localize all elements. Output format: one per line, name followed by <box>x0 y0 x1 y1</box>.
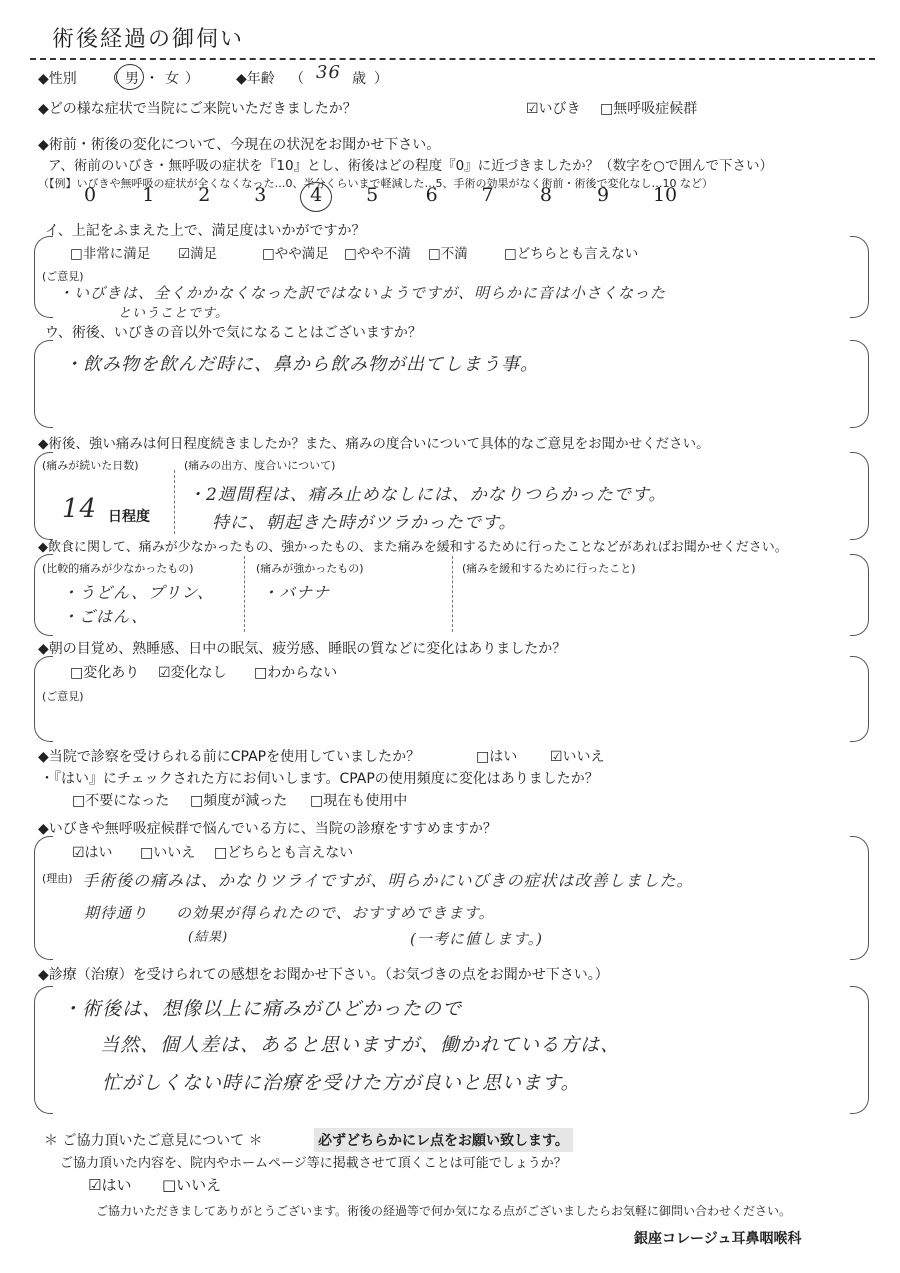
clinic-name: 銀座コレージュ耳鼻咽喉科 <box>634 1231 802 1247</box>
age-unit: 歳） <box>352 71 396 87</box>
scale-selected-circle <box>300 182 332 212</box>
food-col1-label: (比較的痛みが少なかったもの) <box>42 562 194 575</box>
satisfaction-option-2[interactable]: ☑満足 <box>178 246 218 262</box>
pain-days-unit: 日程度 <box>108 509 150 525</box>
cpap-option-1[interactable]: □不要になった <box>72 793 170 809</box>
sleep-opinion-label: (ご意見) <box>42 690 84 703</box>
cpap-yes-checkbox[interactable]: □はい <box>476 749 518 765</box>
satisfaction-question: イ、上記をふまえた上で、満足度はいかがですか？ <box>45 223 366 239</box>
satisfaction-option-3[interactable]: □やや満足 <box>262 246 329 262</box>
title-underline <box>30 58 875 60</box>
age-label: ◆年齢 <box>236 71 275 87</box>
food-col1-line1: ・うどん、プリン、 <box>62 583 215 602</box>
recommend-reason-line2a: 期待通り <box>84 904 149 922</box>
scale-number-10[interactable]: 10 <box>652 184 678 206</box>
pain-detail-label: (痛みの出方、度合いについて) <box>184 459 336 472</box>
cpap-question: ◆当院で診察を受けられる前にCPAPを使用していましたか？ <box>38 749 421 765</box>
food-col2-label: (痛みが強かったもの) <box>256 562 364 575</box>
other-bracket-left <box>34 340 53 428</box>
recommend-reason-label: (理由) <box>42 872 73 885</box>
recommend-reason-line2b: の効果が得られたので、おすすめできます。 <box>176 904 495 922</box>
sex-label: ◆性別 <box>38 71 77 87</box>
recommend-question: ◆いびきや無呼吸症候群で悩んでいる方に、当院の診療をすすめますか？ <box>38 821 497 837</box>
footer-thanks: ご協力いただきましてありがとうございます。術後の経過等で何か気になる点がございましたらお気軽に御問い合わせください。 <box>96 1204 792 1218</box>
pain-divider <box>174 470 175 534</box>
food-col1-line2: ・ごはん、 <box>62 607 148 626</box>
footer-note: ＊ ご協力頂いたご意見について ＊ <box>44 1133 263 1149</box>
impression-line2: 当然、個人差は、あると思いますが、働かれている方は、 <box>100 1034 621 1056</box>
pain-detail-line1: ・2週間程は、痛み止めなしには、かなりつらかったです。 <box>188 485 667 505</box>
food-col2-line1: ・バナナ <box>262 583 331 602</box>
scale-number-7[interactable]: 7 <box>481 184 494 206</box>
change-example: （【例】いびきや無呼吸の症状が全くなくなった…0、半分くらいまで軽減した…5、手術の効果がなく術前・術後で変化なし…10 など） <box>38 177 713 190</box>
scale-number-9[interactable]: 9 <box>596 184 610 206</box>
other-answer: ・飲み物を飲んだ時に、鼻から飲み物が出てしまう事。 <box>64 354 539 375</box>
footer-consent: ご協力頂いた内容を、院内やホームページ等に掲載させて頂くことは可能でしょうか？ <box>60 1156 567 1171</box>
food-divider-1 <box>244 556 245 632</box>
food-col3-label: (痛みを緩和するために行ったこと) <box>462 562 636 575</box>
satisfaction-option-1[interactable]: □非常に満足 <box>70 246 151 262</box>
scale-number-0[interactable]: 0 <box>83 184 97 206</box>
snoring-checkbox[interactable]: ☑いびき <box>526 101 581 117</box>
pain-detail-line2: 特に、朝起きた時がツラかったです。 <box>212 513 517 533</box>
sleep-option-2[interactable]: ☑変化なし <box>158 665 227 681</box>
cpap-no-checkbox[interactable]: ☑いいえ <box>550 749 605 765</box>
scale-number-8[interactable]: 8 <box>539 184 552 206</box>
other-question: ウ、術後、いびきの音以外で気になることはございますか？ <box>45 325 422 341</box>
age-open: （ <box>290 71 304 87</box>
recommend-option-1[interactable]: ☑はい <box>72 845 113 861</box>
food-question: ◆飲食に関して、痛みが少なかったもの、強かったもの、また痛みを緩和するために行ったことなどがあればお聞かせください。 <box>38 540 788 555</box>
recommend-option-3[interactable]: □どちらとも言えない <box>214 845 354 861</box>
scale-number-2[interactable]: 2 <box>198 184 211 206</box>
consent-no-checkbox[interactable]: □いいえ <box>162 1176 222 1194</box>
consent-yes-checkbox[interactable]: ☑はい <box>88 1176 132 1194</box>
pain-days-value: 14 <box>62 494 98 524</box>
cpap-option-2[interactable]: □頻度が減った <box>190 793 288 809</box>
pain-question: ◆術後、強い痛みは何日程度続きましたか？また、痛みの度合いについて具体的なご意見をお聞かせください。 <box>38 436 710 452</box>
impression-bracket-right <box>850 986 869 1114</box>
impression-line3: 忙がしくない時に治療を受けた方が良いと思います。 <box>102 1072 581 1094</box>
change-sub-a: ア、術前のいびき・無呼吸の症状を『10』とし、術後はどの程度『0』に近づきましたか？（数字を○で囲んで下さい） <box>48 158 773 174</box>
recommend-reason-line3b: (一考に値します。) <box>410 930 544 948</box>
symptom-question: ◆どの様な症状で当院にご来院いただきましたか？ <box>38 101 357 117</box>
scale-number-5[interactable]: 5 <box>366 184 379 206</box>
scale-number-3[interactable]: 3 <box>254 184 267 206</box>
satisfaction-option-5[interactable]: □不満 <box>428 246 468 262</box>
apnea-checkbox[interactable]: □無呼吸症候群 <box>600 101 698 117</box>
sleep-question: ◆朝の目覚め、熟睡感、日中の眠気、疲労感、睡眠の質などに変化はありましたか？ <box>38 641 567 657</box>
sleep-option-1[interactable]: □変化あり <box>70 665 140 681</box>
impression-question: ◆診療（治療）を受けられての感想をお聞かせ下さい。（お気づきの点をお聞かせ下さい。） <box>38 967 609 983</box>
footer-note-bold: 必ずどちらかにレ点をお願い致します。 <box>314 1128 573 1152</box>
impression-line1: ・術後は、想像以上に痛みがひどかったので <box>62 998 463 1020</box>
cpap-followup: ・『はい』にチェックされた方にお伺いします。CPAPの使用頻度に変化はありましたか？ <box>40 771 599 787</box>
page-title: 術後経過の御伺い <box>52 27 245 52</box>
recommend-reason-line1: 手術後の痛みは、かなりツライですが、明らかにいびきの症状は改善しました。 <box>82 871 694 890</box>
sex-male-circle <box>116 64 144 90</box>
change-heading: ◆術前・術後の変化について、今現在の状況をお聞かせ下さい。 <box>38 137 441 153</box>
recommend-reason-line3a: (結果) <box>188 930 229 945</box>
satisfaction-option-4[interactable]: □やや不満 <box>344 246 411 262</box>
other-bracket-right <box>850 340 869 428</box>
scale-number-4[interactable]: 4 <box>310 184 323 206</box>
pain-days-label: (痛みが続いた日数) <box>42 459 139 472</box>
sleep-bracket-right <box>850 656 869 742</box>
recommend-bracket-right <box>850 836 869 960</box>
cpap-option-3[interactable]: □現在も使用中 <box>310 793 408 809</box>
impression-bracket-left <box>34 986 53 1114</box>
satisfaction-opinion-line1: ・いびきは、全くかかなくなった訳ではないようですが、明らかに音は小さくなった <box>58 284 667 302</box>
sex-value[interactable]: （男・女） <box>105 71 205 87</box>
recommend-option-2[interactable]: □いいえ <box>140 845 196 861</box>
food-bracket-right <box>850 554 869 636</box>
sleep-option-3[interactable]: □わからない <box>254 665 338 681</box>
age-value[interactable]: 36 <box>316 62 341 83</box>
scale-number-1[interactable]: 1 <box>142 184 155 206</box>
satisfaction-opinion-label: (ご意見) <box>42 270 84 283</box>
recommend-bracket-left <box>34 836 53 960</box>
food-divider-2 <box>452 556 453 632</box>
scale-number-6[interactable]: 6 <box>425 184 438 206</box>
pain-bracket-right <box>850 452 869 540</box>
satisfaction-option-6[interactable]: □どちらとも言えない <box>504 246 639 262</box>
satisfaction-opinion-line2: ということです。 <box>118 306 229 321</box>
satisfaction-bracket-right <box>850 236 869 318</box>
